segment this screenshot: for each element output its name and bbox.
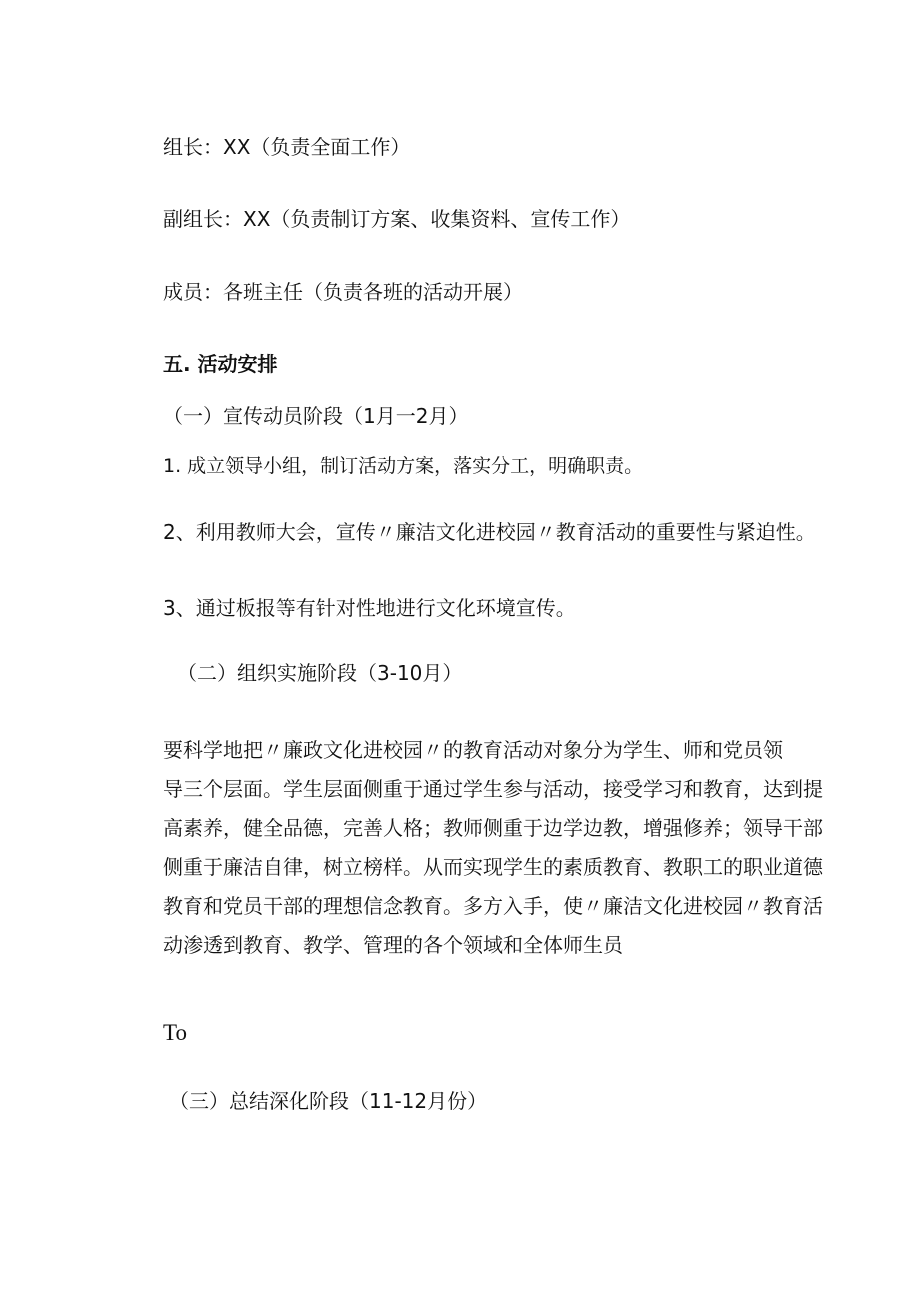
paragraph-line: 动渗透到教育、教学、管理的各个领域和全体师生员 [163,933,623,957]
phase2-heading: （二）组织实施阶段（3-10月） [177,661,463,685]
paragraph-line: 高素养，健全品德，完善人格；教师侧重于边学边教，增强修养；领导干部 [163,816,823,840]
stray-text: To [163,1020,187,1045]
phase1-item-3: 3、通过板报等有针对性地进行文化环境宣传。 [163,596,576,620]
phase2-paragraph [163,731,823,965]
paragraph-line: 导三个层面。学生层面侧重于通过学生参与活动，接受学习和教育，达到提 [163,777,823,801]
phase1-item-2: 2、利用教师大会，宣传〃廉洁文化进校园〃教育活动的重要性与紧迫性。 [163,520,816,544]
phase1-heading: （一）宣传动员阶段（1月一2月） [163,404,469,428]
phase1-item-1: 1. 成立领导小组，制订活动方案，落实分工，明确职责。 [163,455,644,477]
section5-heading: 五. 活动安排 [163,352,278,376]
phase3-heading: （三）总结深化阶段（11-12月份） [169,1089,488,1113]
paragraph-line: 侧重于廉洁自律，树立榜样。从而实现学生的素质教育、教职工的职业道德 [163,855,823,879]
vice-leader-line: 副组长：XX（负责制订方案、收集资料、宣传工作） [163,207,631,231]
members-line: 成员：各班主任（负责各班的活动开展） [163,280,523,304]
paragraph-line: 教育和党员干部的理想信念教育。多方入手，使〃廉洁文化进校园〃教育活 [163,894,823,918]
leader-line: 组长：XX（负责全面工作） [163,135,411,159]
paragraph-line: 要科学地把〃廉政文化进校园〃的教育活动对象分为学生、师和党员领 [163,738,783,762]
